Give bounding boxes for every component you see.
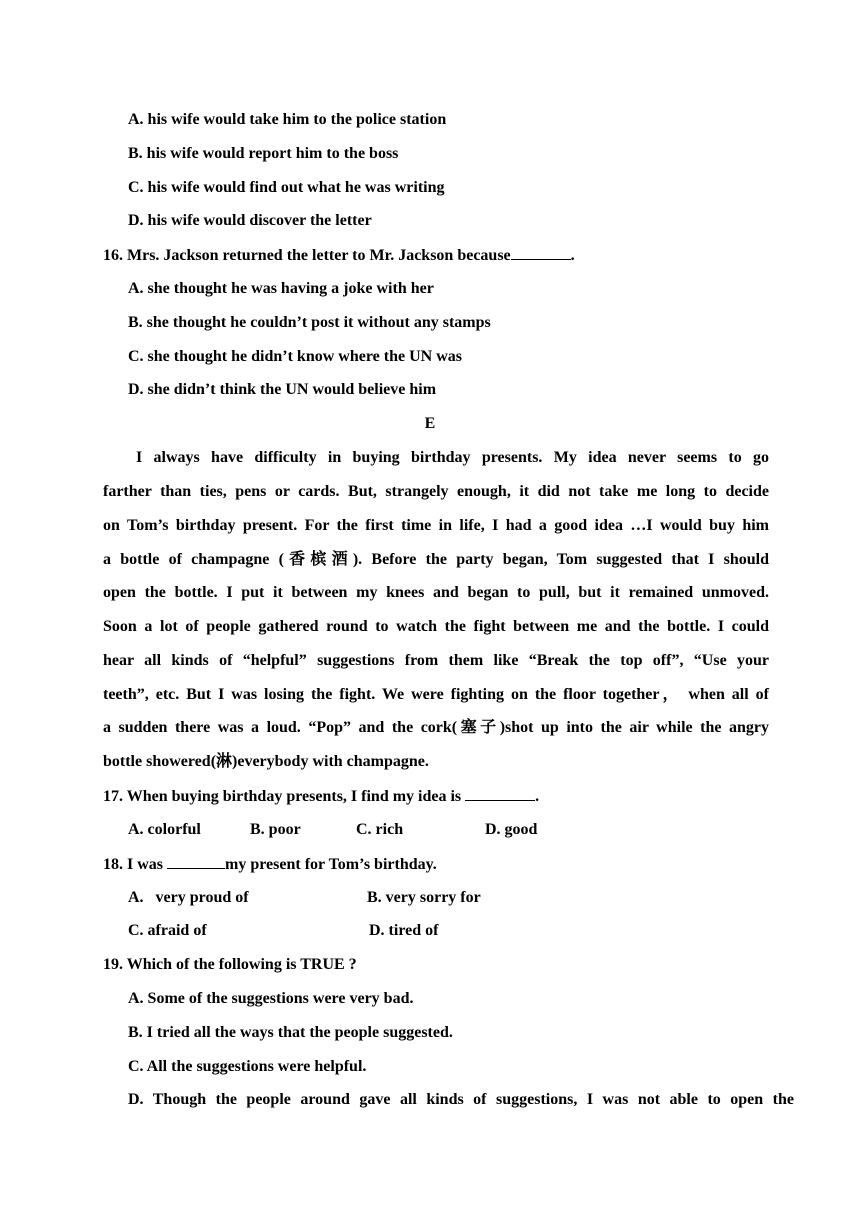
q18-stem-end: my present for Tom’s birthday. <box>225 856 437 873</box>
q16-stem-end: . <box>570 247 575 264</box>
q16-option-d: D. she didn’t think the UN would believe him <box>128 381 437 398</box>
passage-line: hear all kinds of “helpful” suggestions from them like “Break the top off”, “Use your <box>103 652 769 669</box>
q18-option-c: C. afraid of <box>128 922 207 939</box>
answer-blank <box>167 854 225 869</box>
passage-line: on Tom’s birthday present. For the first time in life, I had a good idea …I would buy him <box>103 517 769 534</box>
passage-line: bottle showered(淋)everybody with champagne. <box>103 753 429 770</box>
q16-option-c: C. she thought he didn’t know where the UN was <box>128 348 462 365</box>
q18-option-b: B. very sorry for <box>367 889 481 906</box>
q16-stem-text: 16. Mrs. Jackson returned the letter to Mr. Jackson because <box>103 247 511 264</box>
section-heading: E <box>424 415 436 432</box>
q18-option-a: A. very proud of <box>128 889 249 906</box>
q15-option-d: D. his wife would discover the letter <box>128 212 372 229</box>
q17-option-a: A. colorful <box>128 821 201 838</box>
q16-option-a: A. she thought he was having a joke with her <box>128 280 434 297</box>
q17-option-c: C. rich <box>356 821 404 838</box>
q18-stem-text: 18. I was <box>103 856 168 873</box>
q17-stem-text: 17. When buying birthday presents, I find my idea is <box>103 788 466 805</box>
q17-stem <box>103 786 539 807</box>
passage-line: teeth”, etc. But I was losing the fight. We were fighting on the floor together， when all of <box>103 686 769 703</box>
q19-option-c: C. All the suggestions were helpful. <box>128 1058 367 1075</box>
passage-line: I always have difficulty in buying birthday presents. My idea never seems to go <box>136 449 769 466</box>
q18-option-d: D. tired of <box>369 922 439 939</box>
passage-line: Soon a lot of people gathered round to watch the fight between me and the bottle. I could <box>103 618 769 635</box>
q15-option-b: B. his wife would report him to the boss <box>128 145 399 162</box>
q17-option-b: B. poor <box>250 821 301 838</box>
q19-option-a: A. Some of the suggestions were very bad. <box>128 990 414 1007</box>
passage-line: a sudden there was a loud. “Pop” and the cork(塞子)shot up into the air while the angry <box>103 719 769 736</box>
q15-option-c: C. his wife would find out what he was writing <box>128 179 445 196</box>
q17-stem-end: . <box>535 788 540 805</box>
answer-blank <box>465 786 535 801</box>
q18-stem <box>103 854 437 875</box>
q15-option-a: A. his wife would take him to the police station <box>128 111 447 128</box>
q19-option-b: B. I tried all the ways that the people suggested. <box>128 1024 453 1041</box>
passage-line: open the bottle. I put it between my knees and began to pull, but it remained unmoved. <box>103 584 769 601</box>
q19-stem: 19. Which of the following is TRUE ? <box>103 956 357 973</box>
q17-option-d: D. good <box>485 821 538 838</box>
q16-option-b: B. she thought he couldn’t post it without any stamps <box>128 314 491 331</box>
answer-blank <box>511 245 571 260</box>
q16-stem <box>103 245 575 266</box>
passage-line: farther than ties, pens or cards. But, strangely enough, it did not take me long to decide <box>103 483 769 500</box>
passage-line: a bottle of champagne (香槟酒). Before the party began, Tom suggested that I should <box>103 551 769 568</box>
q19-option-d: D. Though the people around gave all kinds of suggestions, I was not able to open the <box>128 1091 794 1108</box>
